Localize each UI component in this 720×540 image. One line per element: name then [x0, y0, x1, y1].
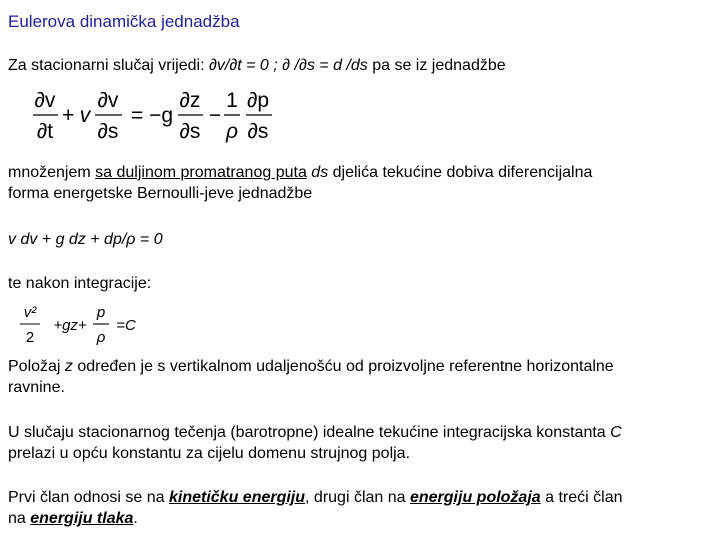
energy-terms-paragraph — [8, 487, 712, 529]
energy-c: a treći član — [540, 489, 623, 506]
integration-label: te nakon integracije: — [8, 275, 152, 292]
mult-line2: forma energetske Bernoulli-jeve jednadžbe — [8, 185, 313, 202]
eq2-plus-gz-plus: +gz+ — [53, 317, 87, 334]
eq1-term4-denominator: ρ — [225, 120, 239, 143]
constant-paragraph — [8, 422, 712, 464]
eq2-rho: ρ — [96, 329, 106, 346]
stationary-tail: pa se iz jednadžbe — [367, 57, 506, 74]
eq1-term1-numerator: ∂v — [34, 89, 56, 112]
mult-ds: ds — [311, 164, 329, 181]
euler-equation — [28, 88, 278, 144]
constant-a: U slučaju stacionarnog tečenja (barotropne) idealne tekućine integracijska konstanta — [8, 424, 611, 441]
energy-b: , drugi član na — [305, 489, 410, 506]
eq1-term5-denominator: ∂s — [247, 120, 269, 143]
eq2-two: 2 — [25, 329, 35, 346]
mult-path-length: sa duljinom promatranog puta — [95, 164, 307, 181]
position-a: Položaj — [8, 358, 65, 375]
eq1-term2-numerator: ∂v — [97, 89, 119, 112]
differential-equation-text: v dv + g dz + dp/ρ = 0 — [8, 231, 163, 248]
position-paragraph — [8, 356, 712, 398]
differential-equation — [8, 229, 712, 250]
stationary-condition: ∂v/∂t = 0 ; ∂ /∂s = d /ds — [208, 57, 368, 74]
energy-d: na — [8, 510, 31, 527]
position-energy-term: energiju položaja — [409, 489, 541, 506]
eq1-minus: − — [208, 104, 222, 127]
eq1-equals-minus-g: = −g — [130, 104, 174, 127]
eq1-term4-numerator: 1 — [226, 89, 238, 112]
position-b: određen je s vertikalnom udaljenošću od proizvoljne referentne horizontalne — [72, 358, 614, 375]
stationary-lead: Za stacionarni slučaj vrijedi: — [8, 57, 209, 74]
energy-a: Prvi član odnosi se na — [8, 489, 169, 506]
energy-e: . — [133, 510, 138, 527]
slide-title: Eulerova dinamička jednadžba — [8, 12, 240, 31]
multiplication-paragraph — [8, 162, 712, 204]
mult-e: djelića tekućine dobiva diferencijalna — [328, 164, 593, 181]
eq1-term5-numerator: ∂p — [246, 89, 270, 112]
eq1-term3-denominator: ∂s — [179, 120, 201, 143]
eq1-term1-denominator: ∂t — [36, 120, 54, 143]
eq1-term3-numerator: ∂z — [179, 89, 201, 112]
eq1-plus-v: + v — [61, 104, 91, 127]
bernoulli-equation — [18, 302, 143, 350]
constant-c: C — [610, 424, 622, 441]
eq2-v-squared: v² — [23, 304, 37, 321]
mult-a: množenjem — [8, 164, 96, 181]
eq2-p: p — [96, 304, 106, 321]
stationary-condition-paragraph — [8, 55, 712, 76]
position-line2: ravnine. — [8, 379, 65, 396]
position-z: z — [64, 358, 73, 375]
eq2-equals-c: =C — [116, 317, 136, 334]
eq1-term2-denominator: ∂s — [97, 120, 119, 143]
constant-line2: prelazi u opću konstantu za cijelu domenu strujnog polja. — [8, 445, 411, 462]
kinetic-energy-term: kinetičku energiju — [168, 489, 306, 506]
pressure-energy-term: energiju tlaka — [30, 510, 134, 527]
